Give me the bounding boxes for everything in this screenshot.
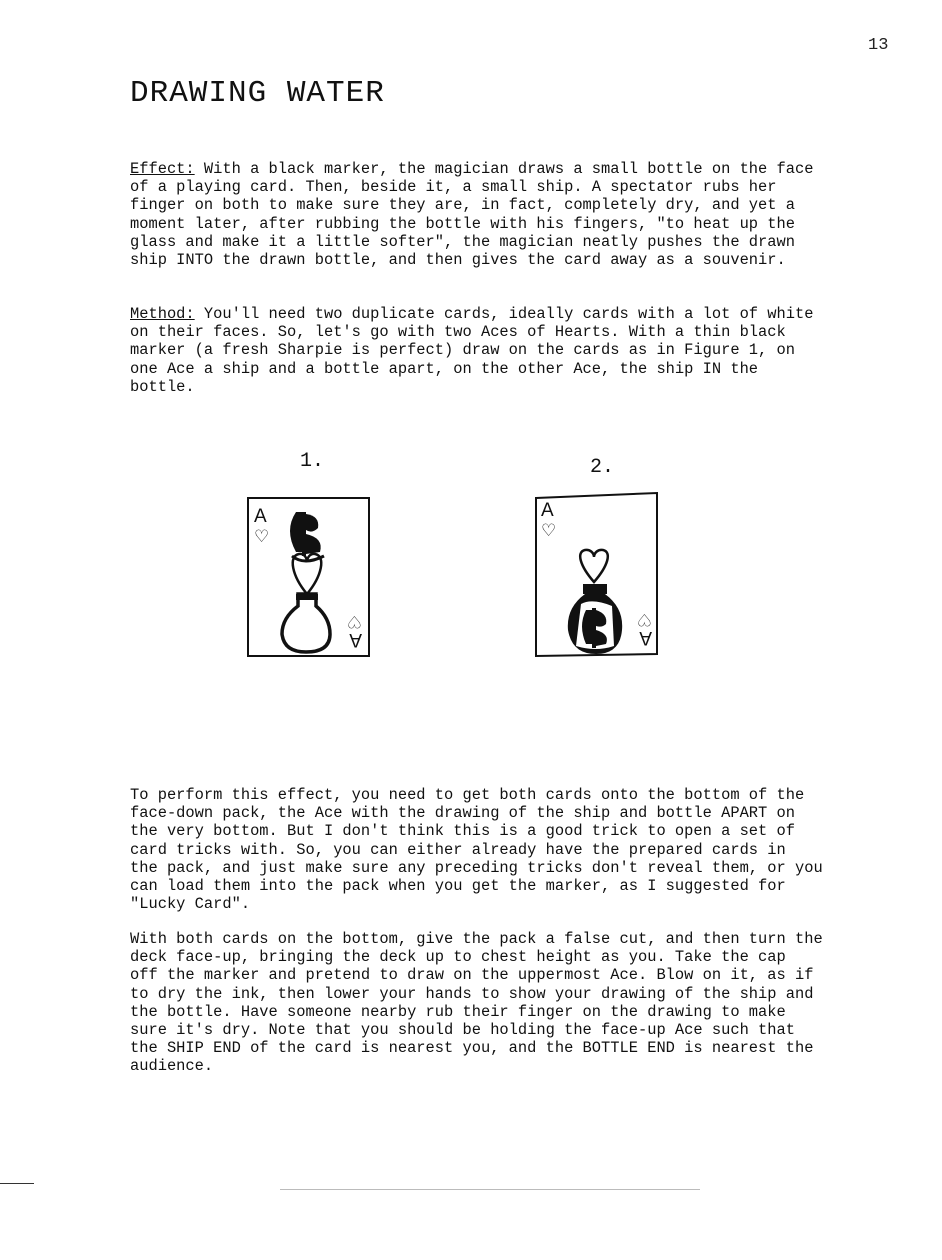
bottom-corner-rank: A xyxy=(639,627,652,648)
page-number: 13 xyxy=(868,36,889,55)
bottle-with-ship-drawing xyxy=(568,584,622,654)
page-title: DRAWING WATER xyxy=(130,76,385,111)
bottom-rule-faint xyxy=(280,1189,700,1190)
bottom-corner-rank: A xyxy=(349,629,362,650)
effect-text: With a black marker, the magician draws a small bottle on the face of a playing card. Then, beside it, a small ship. A spectator rubs her finger on both to make sure they are, in fact, completely dry, and yet a moment later, after rubbing the bottle with his fingers, "to heat up the glass and make it a little softer", the magician neatly pushes the drawn ship INTO the drawn bottle, and then gives the card away as a souvenir. xyxy=(130,160,814,270)
figure-2-card xyxy=(532,490,662,660)
bottle-drawing xyxy=(282,594,330,652)
body-paragraph-2: With both cards on the bottom, give the pack a false cut, and then turn the deck face-up, bringing the deck up to chest height as you. Take the cap off the marker and pretend to draw on the uppermost Ace. Blow on it, as if to dry the ink, then lower your hands to show your drawing of the ship and the bottle. Have someone nearby rub their finger on the drawing to make sure it's dry. Note that you should be holding the face-up Ace such that the SHIP END of the card is nearest you, and the BOTTLE END is nearest the audience. xyxy=(130,930,823,1076)
bottom-corner-index xyxy=(347,611,362,650)
corner-rank: A xyxy=(541,500,554,521)
corner-rank: A xyxy=(254,506,267,527)
effect-label: Effect: xyxy=(130,160,195,178)
corner-suit: ♡ xyxy=(541,521,557,541)
body-paragraph-1: To perform this effect, you need to get both cards onto the bottom of the face-down pack, the Ace with the drawing of the ship and bottle APART on the very bottom. But I don't think this is a good trick to open a set of card tricks with. So, you can either already have the prepared cards in the pack, and just make sure any preceding tricks don't reveal them, or you can load them into the pack when you get the marker, as I suggested for "Lucky Card". xyxy=(130,786,823,914)
figure-1-number: 1. xyxy=(300,450,325,473)
heart-drawing xyxy=(580,550,608,582)
figure-1-card xyxy=(244,494,374,660)
corner-suit: ♡ xyxy=(254,527,270,547)
ship-drawing xyxy=(290,512,324,561)
bottom-corner-suit: ♡ xyxy=(636,609,652,629)
figure-2-number: 2. xyxy=(590,456,615,479)
bottom-rule-left xyxy=(0,1183,34,1184)
effect-paragraph xyxy=(130,160,875,269)
bottom-corner-suit: ♡ xyxy=(346,611,362,631)
bottom-corner-index xyxy=(637,609,652,648)
method-paragraph xyxy=(130,305,875,396)
method-text: You'll need two duplicate cards, ideally cards with a lot of white on their faces. So, let's go with two Aces of Hearts. With a thin black marker (a fresh Sharpie is perfect) draw on the cards as in Figure 1, on one Ace a ship and a bottle apart, on the other Ace, the ship IN the bottle. xyxy=(130,305,814,396)
method-label: Method: xyxy=(130,305,195,323)
